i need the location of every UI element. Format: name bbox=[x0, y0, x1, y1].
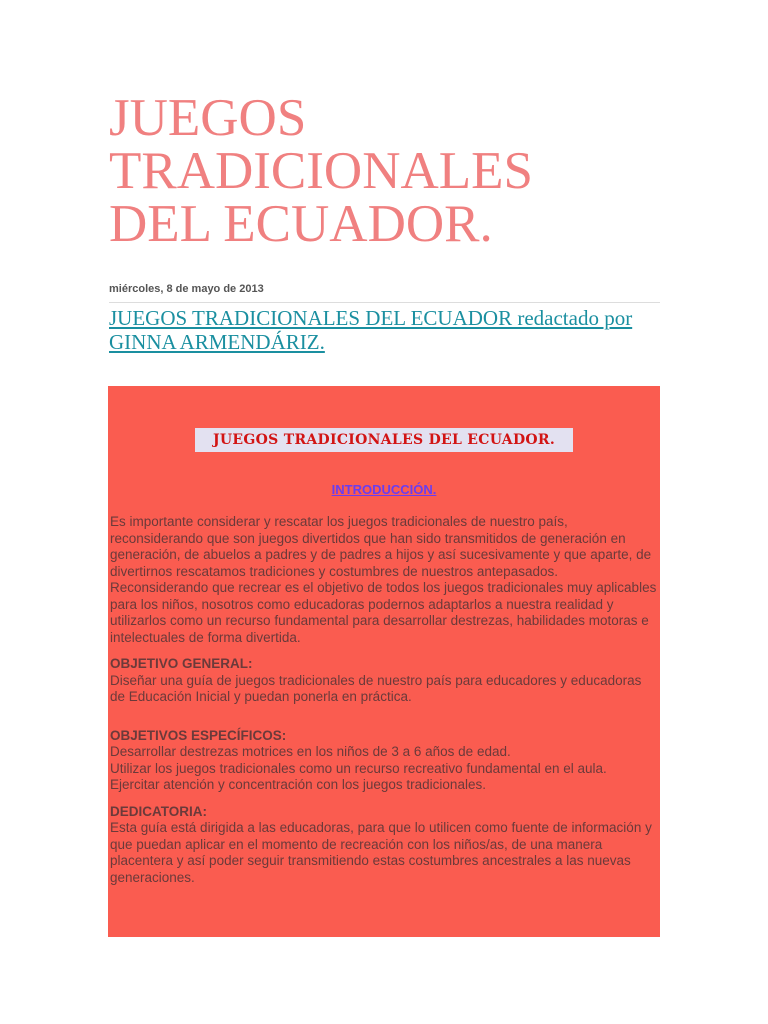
intro-heading: INTRODUCCIÓN. bbox=[331, 482, 437, 497]
specific-objectives-heading: OBJETIVOS ESPECÍFICOS: bbox=[110, 727, 287, 743]
date-divider bbox=[109, 302, 660, 303]
post-content bbox=[110, 514, 658, 886]
specific-objective-item: Utilizar los juegos tradicionales como un recurso recreativo fundamental en el aula. bbox=[110, 760, 607, 776]
blog-title bbox=[109, 89, 669, 253]
dedication-text: Esta guía está dirigida a las educadoras, para que lo utilicen como fuente de información y que puedan aplicar en el momento de recreación con los niños/as, de una manera placentera y así poder seguir transmitiendo estas costumbres ancestrales a las nuevas generaciones. bbox=[110, 820, 652, 885]
blog-title-line-1: JUEGOS bbox=[109, 89, 307, 147]
specific-objective-item: Desarrollar destrezas motrices en los niños de 3 a 6 años de edad. bbox=[110, 744, 511, 759]
intro-paragraph-2: Reconsiderando que recrear es el objetivo de todos los juegos tradicionales muy aplicables para los niños, nosotros como educadoras podernos adaptarlos a nuestra realidad y utilizarlos como un recurso fundamental para desarrollar destrezas, habilidades motoras e intelectuales de forma divertida. bbox=[110, 580, 657, 645]
blog-title-line-2: TRADICIONALES bbox=[109, 142, 533, 200]
general-objective-heading: OBJETIVO GENERAL: bbox=[110, 656, 253, 671]
blog-title-line-3: DEL ECUADOR. bbox=[109, 195, 493, 253]
intro-paragraph-1: Es importante considerar y rescatar los juegos tradicionales de nuestro país, reconsiderando que son juegos divertidos que han sido transmitidos de generación en generación, de abuelos a padres y de padres a hijos y así sucesivamente y que aparte, de divertirnos rescatamos tradiciones y costumbres de nuestros antepasados. bbox=[110, 514, 652, 579]
specific-objective-item: Ejercitar atención y concentración con los juegos tradicionales. bbox=[110, 777, 486, 792]
general-objective-text: Diseñar una guía de juegos tradicionales de nuestro país para educadores y educadoras de Educación Inicial y puedan ponerla en práctica. bbox=[110, 672, 642, 704]
post-body bbox=[108, 386, 660, 937]
post-title-link[interactable]: JUEGOS TRADICIONALES DEL ECUADOR redactado por GINNA ARMENDÁRIZ. bbox=[109, 306, 633, 354]
dedication-heading: DEDICATORIA: bbox=[110, 803, 207, 819]
post-date: miércoles, 8 de mayo de 2013 bbox=[109, 283, 264, 295]
post-heading: JUEGOS TRADICIONALES DEL ECUADOR. bbox=[195, 428, 573, 452]
